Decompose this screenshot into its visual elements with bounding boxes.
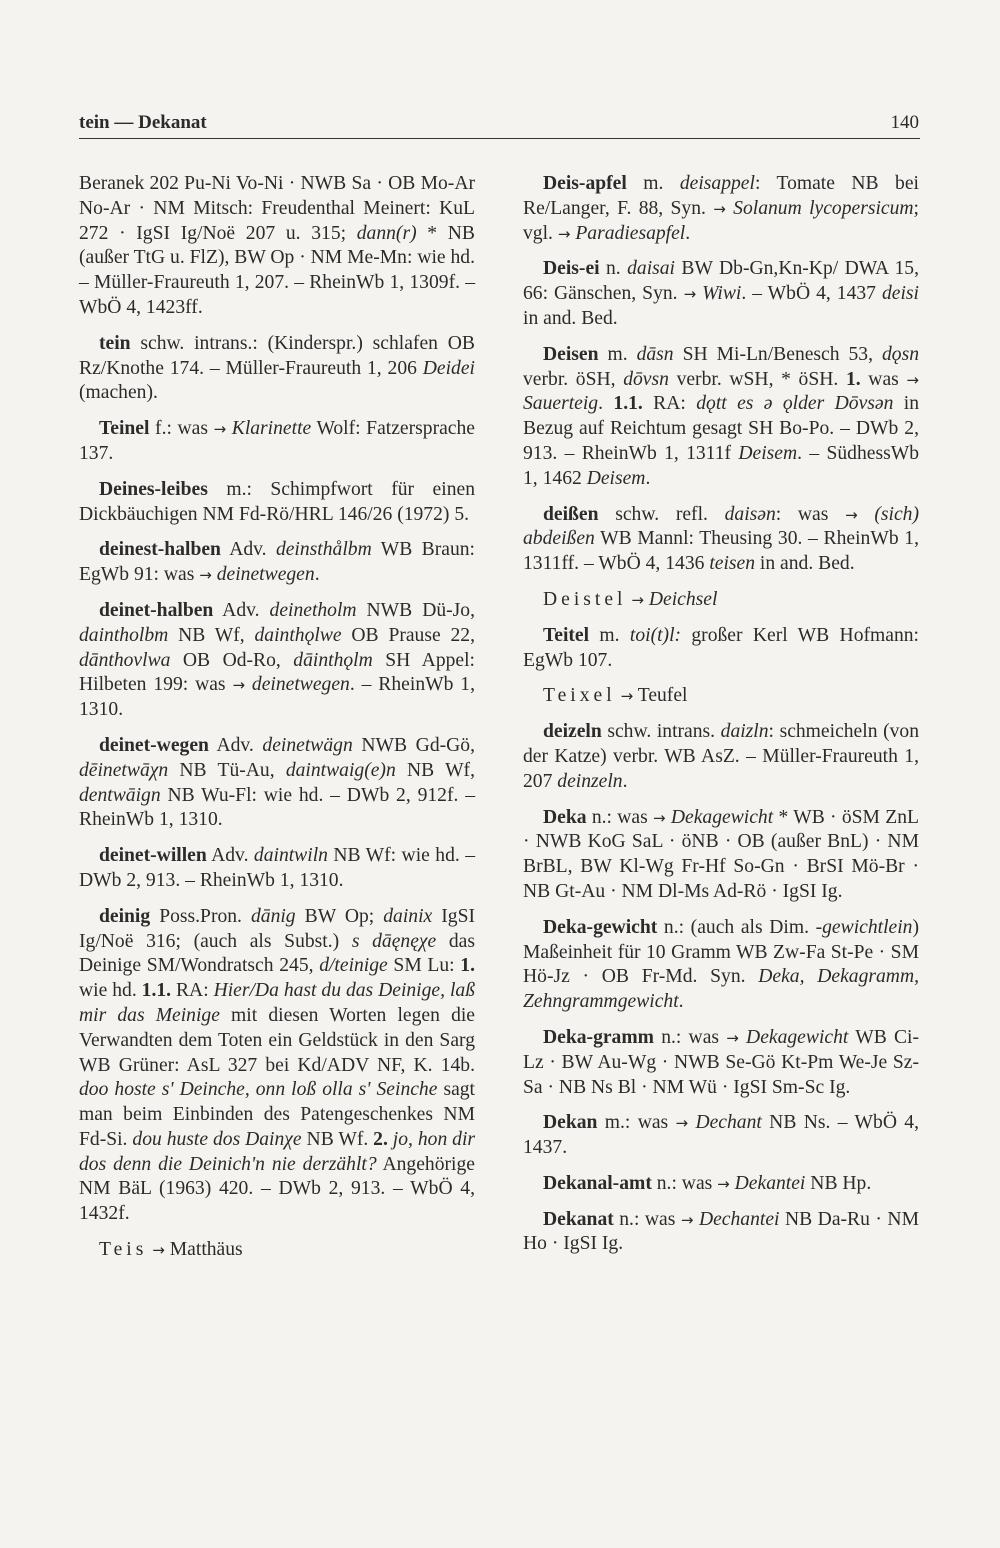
entry-text: . – WbÖ 4, 1437 <box>741 283 882 305</box>
dialect-form: Deisem <box>586 467 646 489</box>
dialect-form: dōvsn <box>623 368 669 390</box>
dialect-form: toi(t)l: <box>629 624 682 646</box>
entry-text: RA: <box>171 980 214 1002</box>
entry-text: NB Wu-Fl: wie hd. – DWb 2, 912f. – RheinWb 1, 1310. <box>79 784 475 831</box>
entry-text: NB Da-Ru · NM Ho · IgSI Ig. <box>523 1208 919 1255</box>
entry-text: n.: was <box>613 1208 681 1230</box>
dialect-form: daintwiln <box>253 845 328 867</box>
entry-text: SH Appel: Hilbeten 199: was <box>79 649 475 696</box>
dialect-form: dēinetwāχn <box>79 759 169 781</box>
entry-text: das Deinige SM/Wondratsch 245, <box>79 930 475 977</box>
cross-reference: Sauerteig <box>523 393 599 415</box>
headword: deinet-wegen <box>99 734 209 756</box>
entry-text: NB Wf. <box>301 1128 374 1150</box>
cross-reference: Deichsel <box>648 588 718 610</box>
entry-text: WB Ci-Lz · BW Au-Wg · NWB Se-Gö Kt-Pm We-Je Sz-Sa · NB Ns Bl · NM Wü · IgSI Sm-Sc Ig. <box>523 1026 920 1098</box>
entry-dekanat <box>523 1208 919 1258</box>
entry-text: . <box>645 467 651 489</box>
entry-text: OB Od-Ro, <box>170 649 294 671</box>
headword: deinig <box>99 905 151 927</box>
entry-teitel <box>523 624 919 674</box>
entry-text: SM Lu: <box>387 955 461 977</box>
entry-text: großer Kerl WB Hofmann: EgWb 107. <box>523 624 919 671</box>
sense-number: 1. <box>845 368 861 390</box>
entry-text: . <box>622 770 628 792</box>
dialect-form: teisen <box>709 553 756 575</box>
cross-reference: deinetwegen <box>216 564 315 586</box>
header-rule <box>79 138 920 139</box>
cross-reference-arrow-icon: → <box>653 808 666 827</box>
entry-text: BW Db-Gn,Kn-Kp/ DWA 15, 66: Gänschen, Syn. <box>523 258 920 305</box>
headword: deizeln <box>543 721 602 743</box>
entry-deis-apfel <box>523 172 919 246</box>
header-title: tein — Dekanat <box>79 112 207 133</box>
sense-number: 1.1. <box>141 980 172 1002</box>
left-column <box>79 172 475 1274</box>
entry-text: . <box>314 564 320 586</box>
example-quote: dou huste dos Dainχe <box>132 1128 302 1150</box>
entry-text: verbr. wSH, * öSH. <box>668 368 846 390</box>
entry-text: : schmeicheln (von der Katze) verbr. WB AsZ. – Müller-Fraureuth 1, 207 <box>523 721 919 792</box>
entry-teixel <box>523 684 919 709</box>
dialect-form: d/teinige <box>319 955 388 977</box>
dialect-form: daisən <box>724 503 776 525</box>
entry-deinet-halben <box>79 599 475 723</box>
dialect-form: deinzeln <box>557 770 623 792</box>
headword: Deka-gramm <box>543 1026 654 1048</box>
entry-text: m. <box>626 173 680 194</box>
entry-deka-gramm <box>523 1026 919 1100</box>
dialect-form: dainthǫlwe <box>254 624 342 646</box>
cross-reference: Paradiesapfel <box>575 222 686 244</box>
cross-reference: Klarinette <box>231 418 312 440</box>
cross-reference: (sich) abdeißen <box>523 503 919 550</box>
spaced-headword: Teis <box>99 1239 148 1261</box>
sense-number: 2. <box>373 1128 388 1150</box>
entry-text: schw. intrans.: (Kinderspr.) schlafen OB Rz/Knothe 174. – Müller-Fraureuth 1, 206 <box>79 332 475 379</box>
cross-reference-arrow-icon: → <box>199 566 212 585</box>
example-quote: dǫtt es ə ǫlder Dōvsən <box>696 393 894 415</box>
entry-text: . – RheinWb 1, 1310. <box>79 674 475 721</box>
entry-text: . – SüdhessWb 1, 1462 <box>523 442 919 489</box>
headword: deinet-halben <box>99 599 214 621</box>
dialect-form: Deisem <box>738 442 798 464</box>
entry-text: BW Op; <box>295 905 384 927</box>
cross-reference-arrow-icon: → <box>152 1241 165 1260</box>
headword: Deis-apfel <box>543 173 627 194</box>
entry-text: n.: (auch als Dim. <box>657 916 816 938</box>
spaced-headword: Deistel <box>543 588 627 610</box>
dialect-form: s dāęnęχe <box>351 930 437 952</box>
entry-text: Poss.Pron. <box>150 905 251 927</box>
entry-text: in and. Bed. <box>523 307 618 329</box>
entry-text: NWB Dü-Jo, <box>356 599 475 621</box>
entry-text: RA: <box>642 393 697 415</box>
entry-text: verbr. öSH, <box>523 368 624 390</box>
entry-text: NB Hp. <box>805 1172 872 1194</box>
synonyms: Deka, Dekagramm, Zehngrammgewicht <box>523 966 919 1013</box>
entry-text: schw. intrans. <box>601 721 721 743</box>
entry-deissen <box>523 503 919 577</box>
entry-deinig <box>79 905 475 1227</box>
cross-reference-arrow-icon: → <box>906 370 919 389</box>
cross-reference: Teufel <box>633 685 688 707</box>
entry-text: m.: Schimpfwort für einen Dickbäuchigen NM Fd-Rö/HRL 146/26 (1972) 5. <box>79 478 475 525</box>
entry-text: in and. Bed. <box>755 553 855 575</box>
cross-reference: Wiwi <box>702 283 742 305</box>
dialect-form: dāsn <box>636 343 674 365</box>
entry-teinel <box>79 417 475 467</box>
entry-text: schw. refl. <box>598 503 725 525</box>
cross-reference-arrow-icon: → <box>620 687 634 706</box>
cross-reference: deinetwegen <box>251 674 350 696</box>
entry-text: WB Braun: EgWb 91: was <box>79 539 475 586</box>
entry-text: . <box>685 222 691 244</box>
entry-text: NB Wf: wie hd. – DWb 2, 913. – RheinWb 1, 1310. <box>79 845 475 891</box>
example-quote: Hier/Da hast du das Deinige, laß mir das Meinige <box>79 980 475 1026</box>
headword: deißen <box>543 503 599 525</box>
dialect-form: Deidei <box>422 357 475 379</box>
entry-deinet-wegen <box>79 734 475 833</box>
dialect-form: dǫsn <box>881 343 919 365</box>
headword: Deis-ei <box>543 258 600 280</box>
headword: Deka-gewicht <box>543 916 658 938</box>
headword: Dekanat <box>543 1208 614 1230</box>
entry-text: m.: was <box>597 1112 676 1134</box>
headword: Deines-leibes <box>99 478 208 500</box>
entry-deistel <box>523 588 919 613</box>
entry-text: NWB Gd-Gö, <box>352 734 475 756</box>
dialect-form: deinetwägn <box>262 734 353 756</box>
entry-text: Adv. <box>206 845 254 867</box>
dialect-form: deisi <box>881 283 919 305</box>
entry-text: Beranek 202 Pu-Ni Vo-Ni · NWB Sa · OB Mo-Ar No-Ar · NM Mitsch: Freudenthal Meinert: KuL 272 · IgSI Ig/Noë 207 u. 315; <box>79 173 475 244</box>
headword: Dekan <box>543 1112 598 1134</box>
cross-reference: Dekantei <box>734 1172 806 1194</box>
entry-tein <box>79 332 475 406</box>
entry-text: Angehörige NM BäL (1963) 420. – DWb 2, 913. – WbÖ 4, 1432f. <box>79 1153 475 1225</box>
cross-reference-arrow-icon: → <box>717 1174 730 1193</box>
headword: deinest-halben <box>99 539 221 561</box>
cross-reference-arrow-icon: → <box>232 676 246 695</box>
entry-deinest-halben <box>79 538 475 588</box>
entry-text: sagt man beim Einbinden des Patengeschenkes NM Fd-Si. <box>79 1079 476 1150</box>
entry-text: m. <box>598 343 637 365</box>
entry-dekan <box>523 1111 919 1161</box>
dialect-form: daizln <box>720 721 769 743</box>
entry-dekanal-amt <box>523 1172 919 1197</box>
entry-text: Adv. <box>220 539 276 561</box>
entry-text: * NB (außer TtG u. FlZ), BW Op · NM Me-Mn: wie hd. – Müller-Fraureuth 1, 207. – RheinWb 1, 1309f. – WbÖ 4, 1423ff. <box>79 222 475 318</box>
example-quote: jo, hon dir dos denn die Deinich'n nie derzählt? <box>79 1128 476 1175</box>
entry-deines-leibes <box>79 478 475 528</box>
dialect-form: dentwāign <box>79 784 161 806</box>
entry-text: NB Wf, <box>168 624 255 646</box>
headword: Dekanal-amt <box>543 1172 652 1194</box>
dialect-form: dānthovlwa <box>79 649 171 671</box>
cross-reference-arrow-icon: → <box>713 199 726 218</box>
dialect-form: deinetholm <box>269 599 357 621</box>
dialect-form: -gewichtlein <box>815 916 913 938</box>
entry-text: SH Mi-Ln/Benesch 53, <box>673 343 882 365</box>
entry-continuation <box>79 172 475 321</box>
cross-reference: Dekagewicht <box>746 1026 849 1048</box>
entry-deis-ei <box>523 257 919 331</box>
entry-text: ) Maßeinheit für 10 Gramm WB Zw-Fa St-Pe · SM Hö-Jz · OB Fr-Md. Syn. <box>523 916 919 988</box>
entry-deizeln <box>523 720 919 794</box>
dialect-form: deisappel <box>679 173 755 194</box>
headword: deinet-willen <box>99 845 207 867</box>
entry-deisen <box>523 343 919 492</box>
dialect-form: dainix <box>383 905 433 927</box>
entry-text: n.: was <box>651 1172 718 1194</box>
cross-reference-arrow-icon: → <box>845 505 858 524</box>
entry-text: wie hd. <box>79 980 142 1002</box>
headword: Teinel <box>99 418 150 440</box>
entry-text: n.: was <box>586 806 654 828</box>
cross-reference: Dechantei <box>698 1208 780 1230</box>
entry-text: OB Prause 22, <box>341 624 475 646</box>
entry-text: f.: was <box>149 418 214 440</box>
dialect-form: daisai <box>627 258 675 280</box>
entry-deinet-willen <box>79 844 475 894</box>
entry-text: n. <box>599 258 628 280</box>
headword: Deisen <box>543 343 599 365</box>
headword: Deka <box>543 806 587 828</box>
dialect-form: daintwaig(e)n <box>285 759 396 781</box>
entry-text: ; vgl. <box>523 197 919 244</box>
cross-reference: Dechant <box>695 1112 762 1134</box>
example-quote: doo hoste s' Deinche, onn loß olla s' Seinche <box>79 1079 438 1101</box>
right-column <box>523 172 919 1268</box>
cross-reference-arrow-icon: → <box>683 285 697 304</box>
entry-text: * WB · öSM ZnL · NWB KoG SaL · öNB · OB (außer BnL) · NM BrBL, BW Kl-Wg Fr-Hf So-Gn · BrSI Mö-Br · NB Gt-Au · NM Dl-Ms Ad-Rö · IgSI Ig. <box>523 806 919 902</box>
entry-text: : was <box>775 503 846 525</box>
dialect-form: dāinthǫlm <box>293 649 373 671</box>
cross-reference: Solanum lycopersicum <box>733 197 914 219</box>
dialect-form: dānig <box>250 905 296 927</box>
cross-reference-arrow-icon: → <box>675 1114 689 1133</box>
entry-deka-gewicht <box>523 916 919 1015</box>
entry-text: was <box>860 368 907 390</box>
entry-text: NB Ns. – WbÖ 4, 1437. <box>523 1112 920 1159</box>
cross-reference-arrow-icon: → <box>680 1210 694 1229</box>
entry-text: (machen). <box>79 382 158 404</box>
entry-text: NB Tü-Au, <box>168 759 286 781</box>
entry-text: Adv. <box>208 734 263 756</box>
dialect-form: daintholbm <box>79 624 169 646</box>
dialect-form: dann(r) <box>356 222 417 244</box>
entry-text: Adv. <box>213 599 270 621</box>
entry-text: NB Wf, <box>395 759 475 781</box>
entry-text: WB Mannl: Theusing 30. – RheinWb 1, 1311ff. – WbÖ 4, 1436 <box>523 528 919 575</box>
spaced-headword: Teixel <box>543 685 616 707</box>
cross-reference: Matthäus <box>164 1239 243 1261</box>
entry-deka <box>523 806 919 905</box>
entry-text: m. <box>589 624 630 646</box>
sense-number: 1. <box>460 955 475 977</box>
cross-reference-arrow-icon: → <box>557 224 571 243</box>
entry-text: . <box>678 991 684 1013</box>
cross-reference-arrow-icon: → <box>213 420 227 439</box>
cross-reference-arrow-icon: → <box>631 590 644 609</box>
entry-text: . <box>598 393 614 415</box>
entry-text: Wolf: Fatzersprache 137. <box>79 418 475 464</box>
entry-text: IgSI Ig/Noë 316; (auch als Subst.) <box>79 905 475 952</box>
entry-text: n.: was <box>654 1026 727 1048</box>
entry-text: mit diesen Worten legen die Verwandten dem Toten ein Geldstück in den Sarg WB Grüner: AsL 327 bei Kd/ADV NF, K. 14b. <box>79 1004 476 1076</box>
cross-reference: Dekagewicht <box>670 806 774 828</box>
entry-text: in Bezug auf Reichtum gesagt SH Bo-Po. – DWb 2, 913. – RheinWb 1, 1311f <box>523 393 920 464</box>
page-number: 140 <box>890 112 919 133</box>
entry-teis <box>79 1238 475 1263</box>
dialect-form: deinsthålbm <box>275 539 372 561</box>
entry-text: : Tomate NB bei Re/Langer, F. 88, Syn. <box>523 173 919 219</box>
cross-reference-arrow-icon: → <box>726 1028 739 1047</box>
headword: Teitel <box>543 624 590 646</box>
headword: tein <box>99 332 131 354</box>
sense-number: 1.1. <box>613 393 643 415</box>
